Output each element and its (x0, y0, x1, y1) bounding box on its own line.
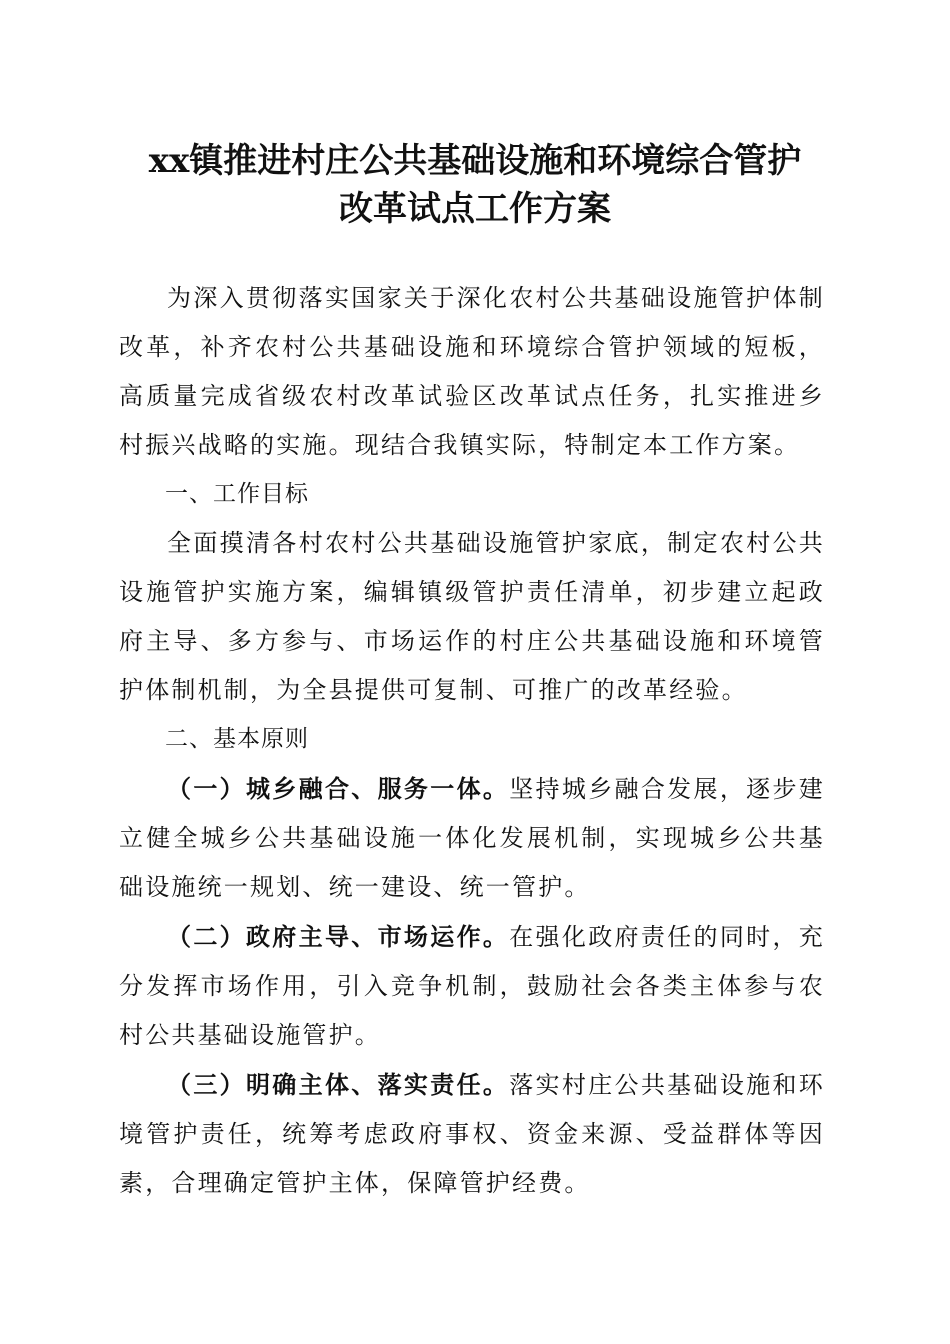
principle-text: 落实村庄公共基础设施和环境管护责任，统筹考虑政府事权、资金来源、受益群体等因素，合理确定管护主体，保障管护经费。 (119, 1071, 825, 1197)
goals-paragraph: 全面摸清各村农村公共基础设施管护家底，制定农村公共设施管护实施方案，编辑镇级管护责任清单，初步建立起政府主导、多方参与、市场运作的村庄公共基础设施和环境管护体制机制，为全县提供可复制、可推广的改革经验。 (119, 529, 825, 704)
intro-paragraph: 为深入贯彻落实国家关于深化农村公共基础设施管护体制改革，补齐农村公共基础设施和环境综合管护领域的短板，高质量完成省级农村改革试验区改革试点任务，扎实推进乡村振兴战略的实施。现结合我镇实际，特制定本工作方案。 (119, 284, 825, 459)
document-title-line-2: 改革试点工作方案 (339, 189, 611, 229)
principle-text: 在强化政府责任的同时，充分发挥市场作用，引入竞争机制，鼓励社会各类主体参与农村公共基础设施管护。 (119, 923, 825, 1049)
document-body (119, 274, 825, 1208)
principle-paragraph (119, 764, 825, 912)
section-heading-principles: 二、基本原则 (165, 726, 309, 752)
document-title-line-1: xx镇推进村庄公共基础设施和环境综合管护 (148, 141, 802, 181)
principle-text: 坚持城乡融合发展，逐步建立健全城乡公共基础设施一体化发展机制，实现城乡公共基础设施统一规划、统一建设、统一管护。 (119, 775, 825, 901)
principle-paragraph (119, 1060, 825, 1208)
principle-paragraph (119, 912, 825, 1060)
principle-lead: （二）政府主导、市场运作。 (167, 922, 510, 951)
principle-lead: （一）城乡融合、服务一体。 (167, 774, 510, 803)
section-heading-goals: 一、工作目标 (165, 481, 309, 507)
principle-lead: （三）明确主体、落实责任。 (167, 1070, 510, 1099)
